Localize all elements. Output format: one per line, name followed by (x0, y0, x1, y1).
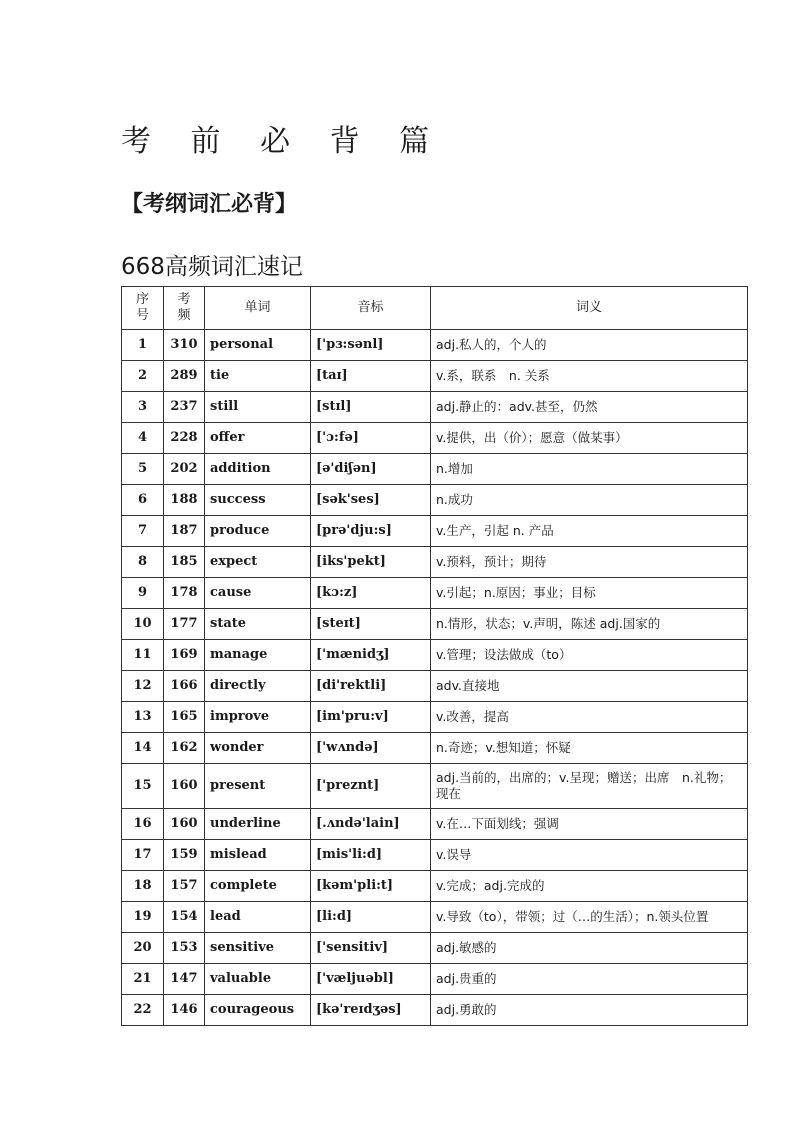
row-word: tie (205, 361, 311, 392)
table-title: 668高频词汇速记 (121, 254, 303, 280)
row-number: 12 (122, 671, 164, 702)
row-frequency: 185 (164, 547, 205, 578)
table-row (122, 609, 748, 640)
row-phonetic: [mis'li:d] (311, 840, 431, 871)
row-meaning: v.完成；adj.完成的 (431, 871, 748, 902)
table-row (122, 764, 748, 809)
header-word: 单词 (205, 287, 311, 330)
row-frequency: 165 (164, 702, 205, 733)
row-frequency: 153 (164, 933, 205, 964)
row-number: 20 (122, 933, 164, 964)
row-word: cause (205, 578, 311, 609)
row-phonetic: [steɪt] (311, 609, 431, 640)
row-word: underline (205, 809, 311, 840)
row-meaning: adj.静止的：adv.甚至，仍然 (431, 392, 748, 423)
section-heading: 【考纲词汇必背】 (121, 191, 298, 217)
row-number: 15 (122, 764, 164, 809)
row-phonetic: ['sensitiv] (311, 933, 431, 964)
header-phonetic: 音标 (311, 287, 431, 330)
row-number: 3 (122, 392, 164, 423)
table-row (122, 933, 748, 964)
row-meaning: n.成功 (431, 485, 748, 516)
row-frequency: 177 (164, 609, 205, 640)
row-phonetic: ['wʌndə] (311, 733, 431, 764)
table-row (122, 871, 748, 902)
table-row (122, 485, 748, 516)
row-word: addition (205, 454, 311, 485)
row-phonetic: [.ʌndə'lain] (311, 809, 431, 840)
row-frequency: 178 (164, 578, 205, 609)
row-number: 8 (122, 547, 164, 578)
row-number: 18 (122, 871, 164, 902)
row-phonetic: [prə'dju:s] (311, 516, 431, 547)
row-number: 11 (122, 640, 164, 671)
row-phonetic: [di'rektli] (311, 671, 431, 702)
row-number: 6 (122, 485, 164, 516)
row-frequency: 289 (164, 361, 205, 392)
row-frequency: 228 (164, 423, 205, 454)
table-row (122, 547, 748, 578)
row-frequency: 147 (164, 964, 205, 995)
table-row (122, 995, 748, 1026)
row-meaning: v.管理；设法做成（to） (431, 640, 748, 671)
row-number: 21 (122, 964, 164, 995)
row-frequency: 160 (164, 809, 205, 840)
table-row (122, 809, 748, 840)
table-row (122, 902, 748, 933)
row-meaning: v.引起；n.原因；事业；目标 (431, 578, 748, 609)
table-row (122, 964, 748, 995)
table-row (122, 840, 748, 871)
row-phonetic: [kə'reɪdʒəs] (311, 995, 431, 1026)
row-number: 5 (122, 454, 164, 485)
row-number: 4 (122, 423, 164, 454)
row-number: 9 (122, 578, 164, 609)
row-phonetic: ['pɜ:sənl] (311, 330, 431, 361)
row-phonetic: [taɪ] (311, 361, 431, 392)
row-word: state (205, 609, 311, 640)
row-meaning: v.系，联系 n. 关系 (431, 361, 748, 392)
row-phonetic: [sək'ses] (311, 485, 431, 516)
row-word: produce (205, 516, 311, 547)
row-word: success (205, 485, 311, 516)
row-word: lead (205, 902, 311, 933)
row-meaning: n.奇迹；v.想知道；怀疑 (431, 733, 748, 764)
row-meaning: v.提供，出（价）；愿意（做某事） (431, 423, 748, 454)
row-phonetic: ['væljuəbl] (311, 964, 431, 995)
table-row (122, 423, 748, 454)
row-number: 10 (122, 609, 164, 640)
vocabulary-table (121, 286, 748, 1026)
row-phonetic: [ə'diʃən] (311, 454, 431, 485)
row-phonetic: ['preznt] (311, 764, 431, 809)
row-phonetic: [kəm'pli:t] (311, 871, 431, 902)
row-meaning: adj.敏感的 (431, 933, 748, 964)
row-number: 22 (122, 995, 164, 1026)
row-word: still (205, 392, 311, 423)
row-meaning: n.情形，状态；v.声明，陈述 adj.国家的 (431, 609, 748, 640)
row-word: present (205, 764, 311, 809)
row-word: personal (205, 330, 311, 361)
table-row (122, 330, 748, 361)
row-frequency: 310 (164, 330, 205, 361)
row-frequency: 169 (164, 640, 205, 671)
table-header-row (122, 287, 748, 330)
row-frequency: 187 (164, 516, 205, 547)
table-row (122, 702, 748, 733)
header-meaning: 词义 (431, 287, 748, 330)
row-phonetic: [im'pru:v] (311, 702, 431, 733)
row-number: 14 (122, 733, 164, 764)
row-meaning: v.误导 (431, 840, 748, 871)
row-word: wonder (205, 733, 311, 764)
row-meaning: v.生产，引起 n. 产品 (431, 516, 748, 547)
table-row (122, 454, 748, 485)
row-frequency: 166 (164, 671, 205, 702)
row-word: complete (205, 871, 311, 902)
row-phonetic: [li:d] (311, 902, 431, 933)
row-frequency: 162 (164, 733, 205, 764)
row-frequency: 157 (164, 871, 205, 902)
row-meaning: adv.直接地 (431, 671, 748, 702)
row-phonetic: ['ɔ:fə] (311, 423, 431, 454)
row-word: directly (205, 671, 311, 702)
row-meaning: adj.当前的，出席的；v.呈现；赠送；出席 n.礼物；现在 (431, 764, 748, 809)
row-word: expect (205, 547, 311, 578)
row-meaning: v.导致（to），带领；过（…的生活）；n.领头位置 (431, 902, 748, 933)
row-word: mislead (205, 840, 311, 871)
table-row (122, 392, 748, 423)
row-phonetic: [kɔ:z] (311, 578, 431, 609)
row-meaning: adj.私人的，个人的 (431, 330, 748, 361)
row-phonetic: [stɪl] (311, 392, 431, 423)
row-word: offer (205, 423, 311, 454)
table-row (122, 640, 748, 671)
row-meaning: v.改善，提高 (431, 702, 748, 733)
row-meaning: adj.贵重的 (431, 964, 748, 995)
row-frequency: 154 (164, 902, 205, 933)
row-word: sensitive (205, 933, 311, 964)
row-frequency: 202 (164, 454, 205, 485)
row-number: 19 (122, 902, 164, 933)
row-frequency: 237 (164, 392, 205, 423)
table-body (122, 330, 748, 1026)
row-frequency: 146 (164, 995, 205, 1026)
table-row (122, 516, 748, 547)
row-number: 1 (122, 330, 164, 361)
header-index: 序 号 (122, 287, 164, 330)
row-number: 2 (122, 361, 164, 392)
row-word: courageous (205, 995, 311, 1026)
row-meaning: n.增加 (431, 454, 748, 485)
row-phonetic: ['mænidʒ] (311, 640, 431, 671)
row-frequency: 159 (164, 840, 205, 871)
page-title: 考 前 必 背 篇 (121, 124, 445, 159)
row-word: valuable (205, 964, 311, 995)
table-row (122, 671, 748, 702)
table-row (122, 361, 748, 392)
row-meaning: v.在…下面划线；强调 (431, 809, 748, 840)
row-number: 7 (122, 516, 164, 547)
row-meaning: v.预料，预计；期待 (431, 547, 748, 578)
row-word: manage (205, 640, 311, 671)
row-number: 16 (122, 809, 164, 840)
row-number: 13 (122, 702, 164, 733)
row-frequency: 160 (164, 764, 205, 809)
table-row (122, 578, 748, 609)
table-row (122, 733, 748, 764)
header-frequency: 考 频 (164, 287, 205, 330)
row-number: 17 (122, 840, 164, 871)
row-meaning: adj.勇敢的 (431, 995, 748, 1026)
row-frequency: 188 (164, 485, 205, 516)
row-word: improve (205, 702, 311, 733)
row-phonetic: [iks'pekt] (311, 547, 431, 578)
